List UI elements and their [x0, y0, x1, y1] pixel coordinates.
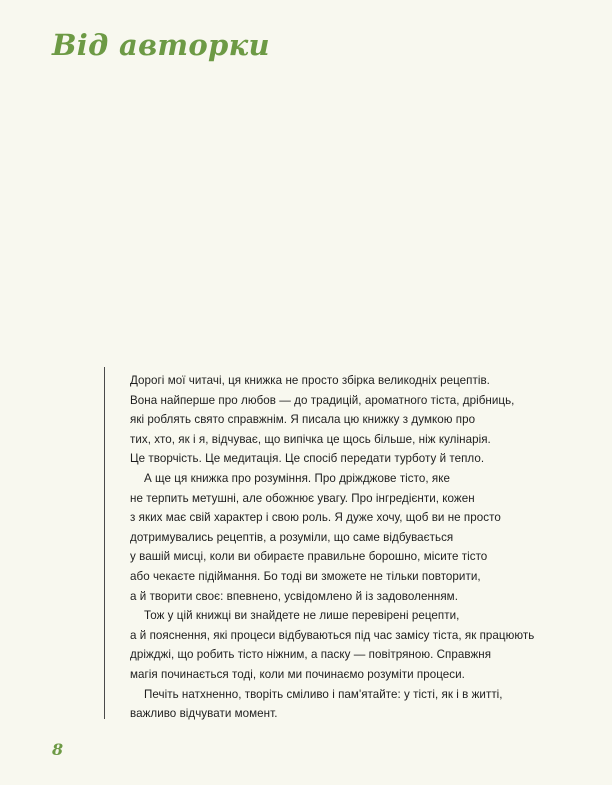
text-line: Печіть натхненно, творіть сміливо і пам'ятайте: у тісті, як і в житті, [144, 687, 503, 701]
text-line: або чекаєте підіймання. Бо тоді ви зможете не тільки повторити, [130, 569, 481, 583]
text-line: дріжджі, що робить тісто ніжним, а паску — повітряною. Справжня [130, 648, 492, 662]
text-line: не терпить метушні, але обожнює увагу. Про інгредієнти, кожен [130, 491, 475, 505]
text-line: магія починається тоді, коли ми починаємо розуміти процеси. [130, 667, 465, 681]
text-line: які роблять свято справжнім. Я писала цю книжку з думкою про [130, 413, 476, 427]
text-line: дотримувались рецептів, а розуміли, що саме відбувається [130, 530, 454, 544]
text-line: А ще ця книжка про розуміння. Про дріжджове тісто, яке [144, 471, 450, 485]
foreword-body [130, 371, 570, 724]
text-line: а й пояснення, які процеси відбуваються під час замісу тіста, як працюють [130, 628, 535, 642]
page-title: Від авторки [52, 28, 270, 62]
text-line: Це творчість. Це медитація. Це спосіб передати турботу й тепло. [130, 452, 485, 466]
text-line: Тож у цій книжці ви знайдете не лише перевірені рецепти, [144, 609, 460, 623]
text-line: Дорогі мої читачі, ця книжка не просто збірка великодніх рецептів. [130, 374, 490, 387]
text-line: у вашій мисці, коли ви обираєте правильне борошно, місите тісто [130, 550, 488, 564]
text-line: Вона найперше про любов — до традицій, ароматного тіста, дрібниць, [130, 393, 515, 407]
text-line: важливо відчувати момент. [130, 707, 278, 721]
foreword-text-block [104, 367, 575, 719]
text-line: тих, хто, як і я, відчуває, що випічка це щось більше, ніж кулінарія. [130, 432, 491, 446]
text-line: а й творити своє: впевнено, усвідомлено й із задоволенням. [130, 589, 458, 603]
text-line: з яких має свій характер і свою роль. Я дуже хочу, щоб ви не просто [130, 511, 501, 525]
page-number: 8 [52, 740, 64, 759]
